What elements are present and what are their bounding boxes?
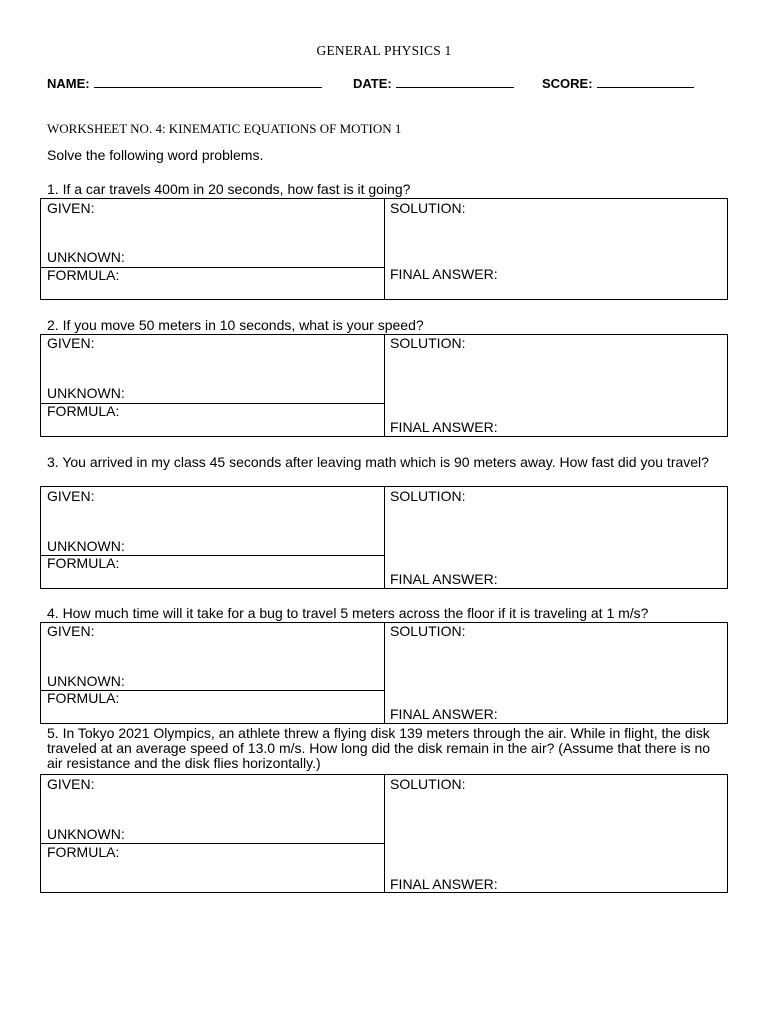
given-label: GIVEN: (47, 200, 95, 216)
answer-box-5[interactable] (40, 774, 728, 893)
instructions: Solve the following word problems. (47, 147, 264, 163)
name-blank[interactable] (94, 75, 322, 88)
solution-label: SOLUTION: (390, 200, 466, 216)
name-field[interactable] (47, 75, 322, 91)
score-field[interactable] (542, 75, 694, 91)
formula-label: FORMULA: (47, 844, 120, 860)
solution-label: SOLUTION: (390, 488, 466, 504)
question-4: 4. How much time will it take for a bug to travel 5 meters across the floor if it is traveling at 1 m/s? (47, 605, 649, 621)
date-blank[interactable] (396, 75, 514, 88)
final-answer-label: FINAL ANSWER: (390, 266, 498, 282)
answer-box-4[interactable] (40, 622, 728, 724)
unknown-label: UNKNOWN: (47, 385, 125, 401)
page-title: GENERAL PHYSICS 1 (316, 43, 452, 58)
answer-box-1[interactable] (40, 198, 728, 300)
worksheet-title: WORKSHEET NO. 4: KINEMATIC EQUATIONS OF MOTION 1 (47, 121, 402, 136)
question-5: 5. In Tokyo 2021 Olympics, an athlete threw a flying disk 139 meters through the air. While in flight, the disk traveled at an average speed of 13.0 m/s. How long did the disk remain in the air? (Assume that there is no air resistance and the disk flies horizontally.) (47, 725, 711, 771)
unknown-label: UNKNOWN: (47, 538, 125, 554)
box-divider (384, 487, 385, 588)
box-divider (384, 775, 385, 892)
formula-label: FORMULA: (47, 403, 120, 419)
answer-box-3[interactable] (40, 486, 728, 589)
answer-box-2[interactable] (40, 334, 728, 437)
box-divider (384, 335, 385, 436)
question-2: 2. If you move 50 meters in 10 seconds, what is your speed? (47, 317, 424, 333)
formula-label: FORMULA: (47, 555, 120, 571)
given-label: GIVEN: (47, 335, 95, 351)
box-divider (384, 623, 385, 723)
solution-label: SOLUTION: (390, 335, 466, 351)
unknown-label: UNKNOWN: (47, 673, 125, 689)
final-answer-label: FINAL ANSWER: (390, 876, 498, 892)
solution-label: SOLUTION: (390, 623, 466, 639)
unknown-label: UNKNOWN: (47, 249, 125, 265)
formula-label: FORMULA: (47, 267, 120, 283)
question-1: 1. If a car travels 400m in 20 seconds, how fast is it going? (47, 181, 411, 197)
final-answer-label: FINAL ANSWER: (390, 419, 498, 435)
given-label: GIVEN: (47, 776, 95, 792)
formula-label: FORMULA: (47, 690, 120, 706)
given-label: GIVEN: (47, 488, 95, 504)
name-label: NAME: (47, 76, 90, 91)
score-label: SCORE: (542, 76, 593, 91)
solution-label: SOLUTION: (390, 776, 466, 792)
date-field[interactable] (353, 75, 514, 91)
given-label: GIVEN: (47, 623, 95, 639)
date-label: DATE: (353, 76, 392, 91)
box-divider (384, 199, 385, 299)
final-answer-label: FINAL ANSWER: (390, 571, 498, 587)
unknown-label: UNKNOWN: (47, 826, 125, 842)
score-blank[interactable] (597, 75, 694, 88)
final-answer-label: FINAL ANSWER: (390, 706, 498, 722)
question-3: 3. You arrived in my class 45 seconds after leaving math which is 90 meters away. How fast did you travel? (47, 454, 709, 470)
